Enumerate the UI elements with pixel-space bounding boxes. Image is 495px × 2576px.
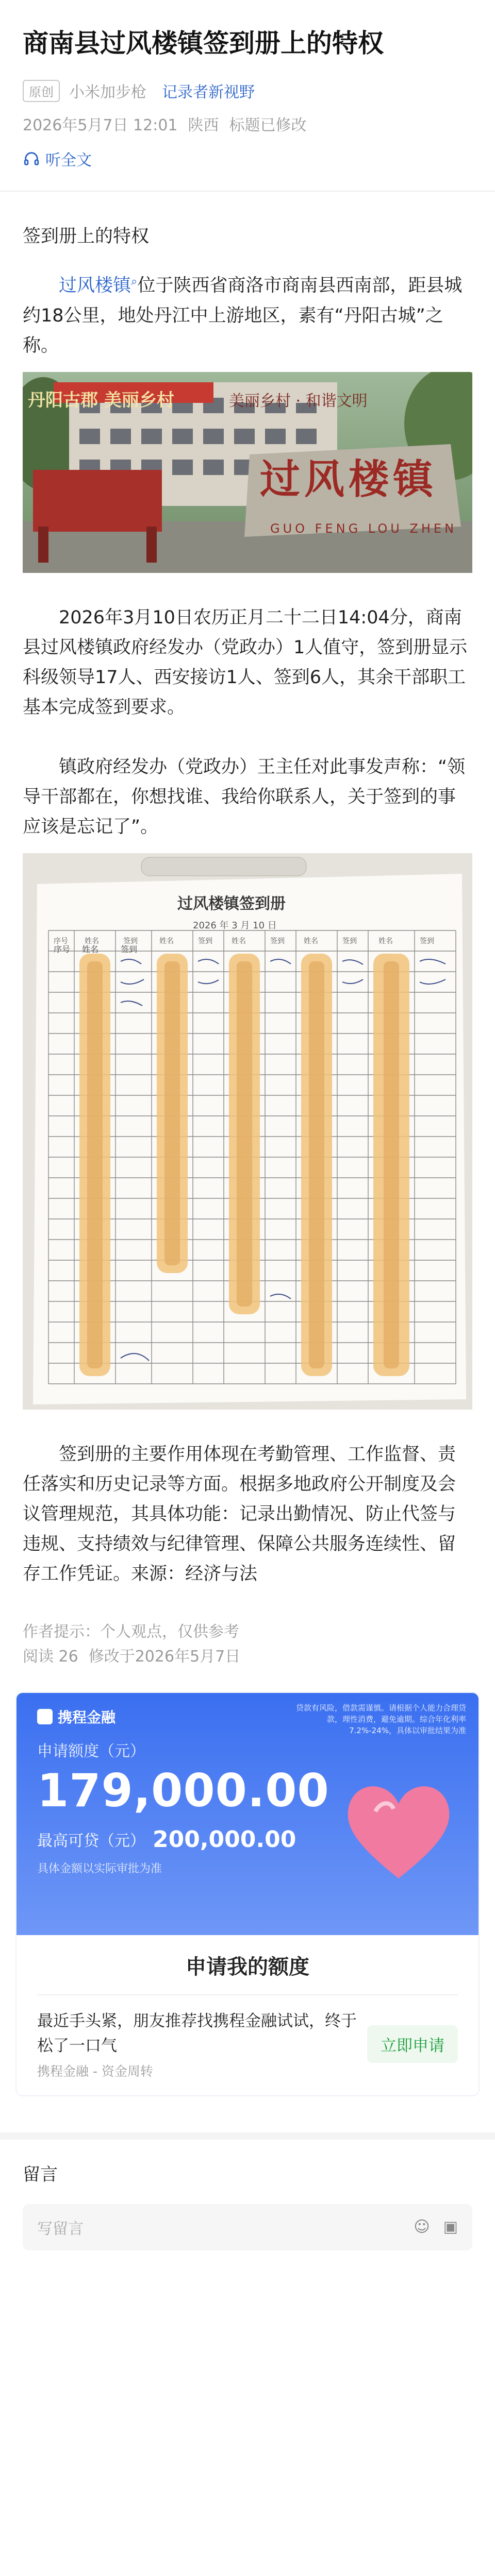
paragraph-2: 2026年3月10日农历正月二十二日14:04分，商南县过风楼镇政府经发办（党政办）1人值守，签到册显示科级领导17人、西安接访1人、签到6人，其余干部职工基本完成签到要求。 bbox=[23, 607, 468, 718]
sheet-title: 过风楼镇签到册 bbox=[177, 894, 286, 913]
sheet-col-name: 姓名 bbox=[82, 944, 99, 954]
loan-ad-body bbox=[16, 1935, 478, 2095]
search-icon[interactable]: ⌕ bbox=[131, 275, 138, 288]
comment-tools bbox=[414, 2218, 458, 2236]
paragraph-3: 镇政府经发办（党政办）王主任对此事发声称：“领导干部都在，你想找谁、我给你联系人，关于签到的事应该是忘记了”。 bbox=[23, 756, 466, 837]
ad-copy-row bbox=[37, 2009, 458, 2080]
svg-text:签到: 签到 bbox=[198, 937, 212, 945]
article-subtitle: 签到册上的特权 bbox=[23, 226, 150, 247]
svg-text:姓名: 姓名 bbox=[378, 937, 393, 945]
sheet-col-index: 序号 bbox=[54, 944, 71, 954]
building-banner-red: 丹阳古郡 美丽乡村 bbox=[28, 389, 174, 411]
publish-datetime: 2026年5月7日 12:01 bbox=[23, 116, 178, 134]
ad-amount: 179,000.00 bbox=[37, 1764, 329, 1817]
ad-max-value: 200,000.00 bbox=[153, 1826, 296, 1853]
ad-disclaimer: 贷款有风险，借款需谨慎。请根据个人能力合理贷款，理性消费，避免逾期。综合年化利率7.2%-24%，具体以审批结果为准 bbox=[296, 1703, 467, 1735]
comment-section bbox=[0, 2132, 495, 2250]
comment-title: 留言 bbox=[23, 2164, 58, 2185]
comment-placeholder: 写留言 bbox=[37, 2219, 84, 2238]
image-icon[interactable]: ▣ bbox=[443, 2218, 458, 2236]
svg-text:签到: 签到 bbox=[420, 937, 434, 945]
ad-amount-label: 申请额度（元） bbox=[37, 1742, 145, 1760]
original-badge: 原创 bbox=[23, 80, 60, 102]
ad-max-label: 最高可贷（元） bbox=[37, 1832, 145, 1851]
article-footer bbox=[0, 1620, 495, 1669]
ad-copy-block bbox=[37, 2009, 367, 2080]
author-note: 作者提示：个人观点，仅供参考 bbox=[23, 1622, 239, 1641]
modified-date: 修改于2026年5月7日 bbox=[88, 1647, 241, 1666]
svg-text:姓名: 姓名 bbox=[232, 937, 246, 945]
paragraph-4: 签到册的主要作用体现在考勤管理、工作监督、责任落实和历史记录等方面。根据多地政府公开制度及会议管理规范，其具体功能：记录出勤情况、防止代签与违规、支持绩效与纪律管理、保障公共服务连续性、留存工作凭证。来源：经济与法 bbox=[23, 1444, 456, 1584]
meta-row bbox=[23, 79, 472, 102]
svg-text:签到: 签到 bbox=[270, 937, 285, 945]
svg-text:序号: 序号 bbox=[54, 937, 68, 945]
account-link[interactable]: 记录者新视野 bbox=[162, 83, 255, 101]
ad-source: 携程金融 - 资金周转 bbox=[37, 2063, 153, 2079]
article-title: 商南县过风楼镇签到册上的特权 bbox=[23, 28, 384, 58]
heart-icon bbox=[339, 1770, 458, 1889]
svg-text:姓名: 姓名 bbox=[304, 937, 318, 945]
ad-copy: 最近手头紧，朋友推荐找携程金融试试，终于松了一口气 bbox=[37, 2011, 357, 2055]
svg-text:签到: 签到 bbox=[342, 937, 357, 945]
sheet-col-sign: 签到 bbox=[121, 944, 138, 954]
ad-logo-icon bbox=[37, 1709, 53, 1724]
ad-brand-name: 携程金融 bbox=[58, 1708, 116, 1726]
svg-text:姓名: 姓名 bbox=[159, 937, 174, 945]
sheet-date: 2026 年 3 月 10 日 bbox=[193, 920, 277, 931]
town-sign-title: 过风楼镇 bbox=[260, 455, 438, 503]
svg-text:签到: 签到 bbox=[123, 937, 138, 945]
loan-ad-card[interactable] bbox=[15, 1692, 480, 2096]
town-link[interactable]: 过风楼镇 bbox=[59, 275, 131, 296]
author-name[interactable]: 小米加步枪 bbox=[69, 83, 146, 101]
listen-button[interactable] bbox=[23, 147, 472, 170]
paragraph-1-text: 位于陕西省商洛市商南县西南部，距县城约18公里，地处丹江中上游地区，素有“丹阳古城”之称。 bbox=[23, 275, 463, 356]
apply-now-button[interactable]: 立即申请 bbox=[367, 2025, 458, 2063]
apply-quota-title[interactable]: 申请我的额度 bbox=[37, 1951, 458, 1995]
read-stats bbox=[23, 1645, 472, 1669]
article-header bbox=[0, 0, 495, 170]
meta-row-2 bbox=[23, 112, 472, 135]
sign-in-sheet-photo[interactable] bbox=[23, 853, 472, 1410]
paragraph-1 bbox=[23, 267, 472, 361]
emoji-icon[interactable]: ☺ bbox=[414, 2218, 430, 2236]
building-banner: 美丽乡村 · 和谐文明 bbox=[229, 392, 368, 410]
listen-label: 听全文 bbox=[45, 151, 92, 170]
svg-text:姓名: 姓名 bbox=[85, 937, 99, 945]
comment-input[interactable] bbox=[23, 2204, 472, 2250]
read-count: 阅读 26 bbox=[23, 1647, 78, 1666]
edited-note: 标题已修改 bbox=[229, 116, 307, 134]
headphones-icon bbox=[23, 150, 40, 167]
article-body bbox=[0, 222, 495, 1589]
town-sign-pinyin: GUO FENG LOU ZHEN bbox=[270, 521, 457, 536]
publish-location: 陕西 bbox=[188, 116, 219, 134]
header-divider bbox=[0, 191, 495, 192]
ad-note: 具体金额以实际审批为准 bbox=[37, 1862, 162, 1875]
loan-ad-banner[interactable] bbox=[16, 1693, 478, 1935]
town-gate-photo[interactable] bbox=[23, 372, 472, 573]
